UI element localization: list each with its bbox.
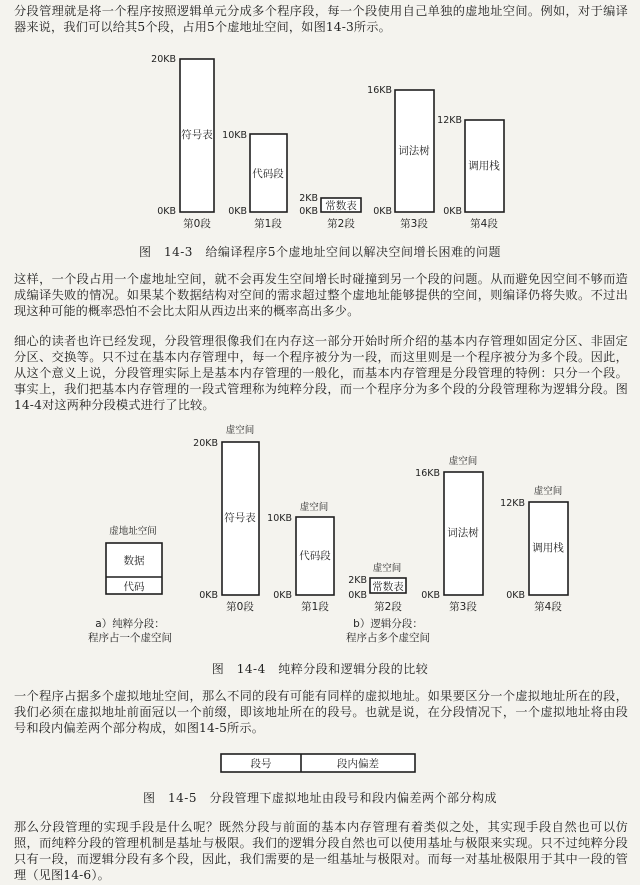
fig4-pure-code: 代码: [123, 581, 145, 593]
fig3-seg0-label: 第0段: [183, 218, 211, 230]
fig4-pure-caption1: a）纯粹分段：: [95, 618, 165, 630]
paragraph-comparison: 细心的读者也许已经发现，分段管理很像我们在内存这一部分开始时所介绍的基本内存管理如固定分区、非固定分区、交换等。只不过在基本内存管理中，每一个程序被分为一段，而这里则是一个程序被分为多个段。因此，从这个意义上说，分段管理实际上是基本内存管理的一般化，而基本内存管理是分段管理的特例：只分一个段。事实上，我们把基本内存管理的一段式管理称为纯粹分段，而一个程序分为多个段的分段管理称为逻辑分段。图14-4对这两种分段模式进行了比较。: [14, 334, 628, 412]
fig3-seg1-bottom: 0KB: [228, 206, 247, 217]
fig3-seg0-name: 符号表: [181, 129, 213, 141]
fig4-seg0-label: 第0段: [226, 601, 254, 613]
fig5-segment-number: 段号: [250, 758, 272, 770]
fig4-segment-0: [193, 424, 259, 613]
fig4-seg3-top: 16KB: [415, 468, 440, 479]
fig4-seg2-space: 虚空间: [372, 563, 402, 574]
fig5-caption: 图 14-5 分段管理下虚拟地址由段号和段内偏差两个部分构成: [143, 791, 497, 805]
fig4-seg3-name: 词法树: [447, 527, 479, 539]
fig4-seg4-top: 12KB: [500, 498, 525, 509]
fig3-seg0-bottom: 0KB: [157, 206, 176, 217]
fig3-segment-2: [299, 193, 361, 230]
fig3-seg3-label: 第3段: [400, 218, 428, 230]
fig4-segment-4: [500, 485, 568, 613]
fig4-pure-data: 数据: [123, 555, 145, 567]
fig3-seg2-bottom: 0KB: [299, 206, 318, 217]
fig3-seg0-top: 20KB: [151, 54, 176, 65]
fig4-pure-caption2: 程序占一个虚空间: [88, 632, 172, 644]
fig3-segment-0: [151, 54, 214, 230]
fig4-segment-3: [415, 455, 483, 613]
fig4-seg0-name: 符号表: [224, 512, 256, 524]
paragraph-intro: 分段管理就是将一个程序按照逻辑单元分成多个程序段，每一个段使用自己单独的虚地址空间。例如，对于编译器来说，我们可以给其5个段，占用5个虚地址空间，如图14-3所示。: [14, 4, 628, 34]
fig4-seg2-label: 第2段: [374, 601, 402, 613]
fig4-seg0-space: 虚空间: [225, 425, 255, 436]
fig4-pure-segmentation: [88, 525, 172, 644]
fig3-segment-1: [222, 130, 287, 230]
fig3-caption: 图 14-3 给编译程序5个虚地址空间以解决空间增长困难的问题: [138, 245, 502, 259]
paragraph-benefit: 这样，一个段占用一个虚地址空间，就不会再发生空间增长时碰撞到另一个段的问题。从而避免因空间不够而造成编译失败的情况。如果某个数据结构对空间的需求超过整个虚地址能够提供的空间，则编译仍将失败。不过出现这种可能的概率恐怕不会比太阳从西边出来的概率高出多少。: [14, 272, 628, 318]
fig3-seg3-bottom: 0KB: [373, 206, 392, 217]
fig3-seg3-name: 词法树: [398, 145, 430, 157]
fig4-seg4-name: 调用栈: [532, 542, 564, 554]
fig3-seg2-top: 2KB: [299, 193, 318, 204]
fig3-seg1-top: 10KB: [222, 130, 247, 141]
fig3-seg4-top: 12KB: [437, 115, 462, 126]
fig4-seg3-space: 虚空间: [448, 456, 478, 467]
fig4-seg0-bottom: 0KB: [199, 590, 218, 601]
fig4-segment-2: [346, 562, 430, 644]
fig3-seg1-label: 第1段: [254, 218, 282, 230]
fig4-seg4-label: 第4段: [534, 601, 562, 613]
fig4-segment-1: [267, 501, 334, 613]
fig4-seg2-name: 常数表: [372, 581, 404, 593]
fig3-seg4-name: 调用栈: [468, 160, 500, 172]
fig4-seg3-label: 第3段: [449, 601, 477, 613]
fig4-seg1-bottom: 0KB: [273, 590, 292, 601]
fig3-seg4-bottom: 0KB: [443, 206, 462, 217]
fig3-seg4-label: 第4段: [470, 218, 498, 230]
fig4-caption: 图 14-4 纯粹分段和逻辑分段的比较: [211, 662, 429, 676]
fig5-segment-offset: 段内偏差: [337, 758, 379, 770]
fig4-seg4-bottom: 0KB: [506, 590, 525, 601]
fig3-seg3-top: 16KB: [367, 85, 392, 96]
fig4-seg2-top: 2KB: [348, 575, 367, 586]
fig3-segment-4: [437, 115, 504, 230]
paragraph-implementation: 那么分段管理的实现手段是什么呢？既然分段与前面的基本内存管理有着类似之处，其实现手段自然也可以仿照，而纯粹分段的管理机制是基址与极限。我们的逻辑分段自然也可以使用基址与极限来实现。只不过纯粹分段只有一段，而逻辑分段有多个段，因此，我们需要的是一组基址与极限对。而每一对基址极限用于其中一段的管理（见图14-6）。: [14, 820, 628, 882]
fig4-seg0-top: 20KB: [193, 438, 218, 449]
fig4-seg2-bottom: 0KB: [348, 590, 367, 601]
fig3-seg1-name: 代码段: [252, 168, 284, 180]
fig4-pure-title: 虚地址空间: [109, 526, 157, 537]
paragraph-virtual-address: 一个程序占据多个虚拟地址空间，那么不同的段有可能有同样的虚拟地址。如果要区分一个虚拟地址所在的段，我们必须在虚拟地址前面冠以一个前缀，即该地址所在的段号。也就是说，在分段情况下，一个虚拟地址将由段号和段内偏差两个部分构成，如图14-5所示。: [14, 689, 628, 735]
fig3-seg2-name: 常数表: [325, 200, 357, 212]
fig4-seg1-label: 第1段: [301, 601, 329, 613]
fig4-logical-caption2: 程序占多个虚空间: [346, 632, 430, 644]
fig4-seg1-top: 10KB: [267, 513, 292, 524]
fig5-address-format: [221, 754, 415, 772]
fig4-seg1-name: 代码段: [299, 550, 331, 562]
fig3-seg2-label: 第2段: [327, 218, 355, 230]
fig4-seg4-space: 虚空间: [533, 486, 563, 497]
fig4-seg3-bottom: 0KB: [421, 590, 440, 601]
fig4-logical-caption1: b）逻辑分段：: [353, 618, 423, 630]
fig4-seg1-space: 虚空间: [299, 502, 329, 513]
fig3-segment-3: [367, 85, 434, 230]
